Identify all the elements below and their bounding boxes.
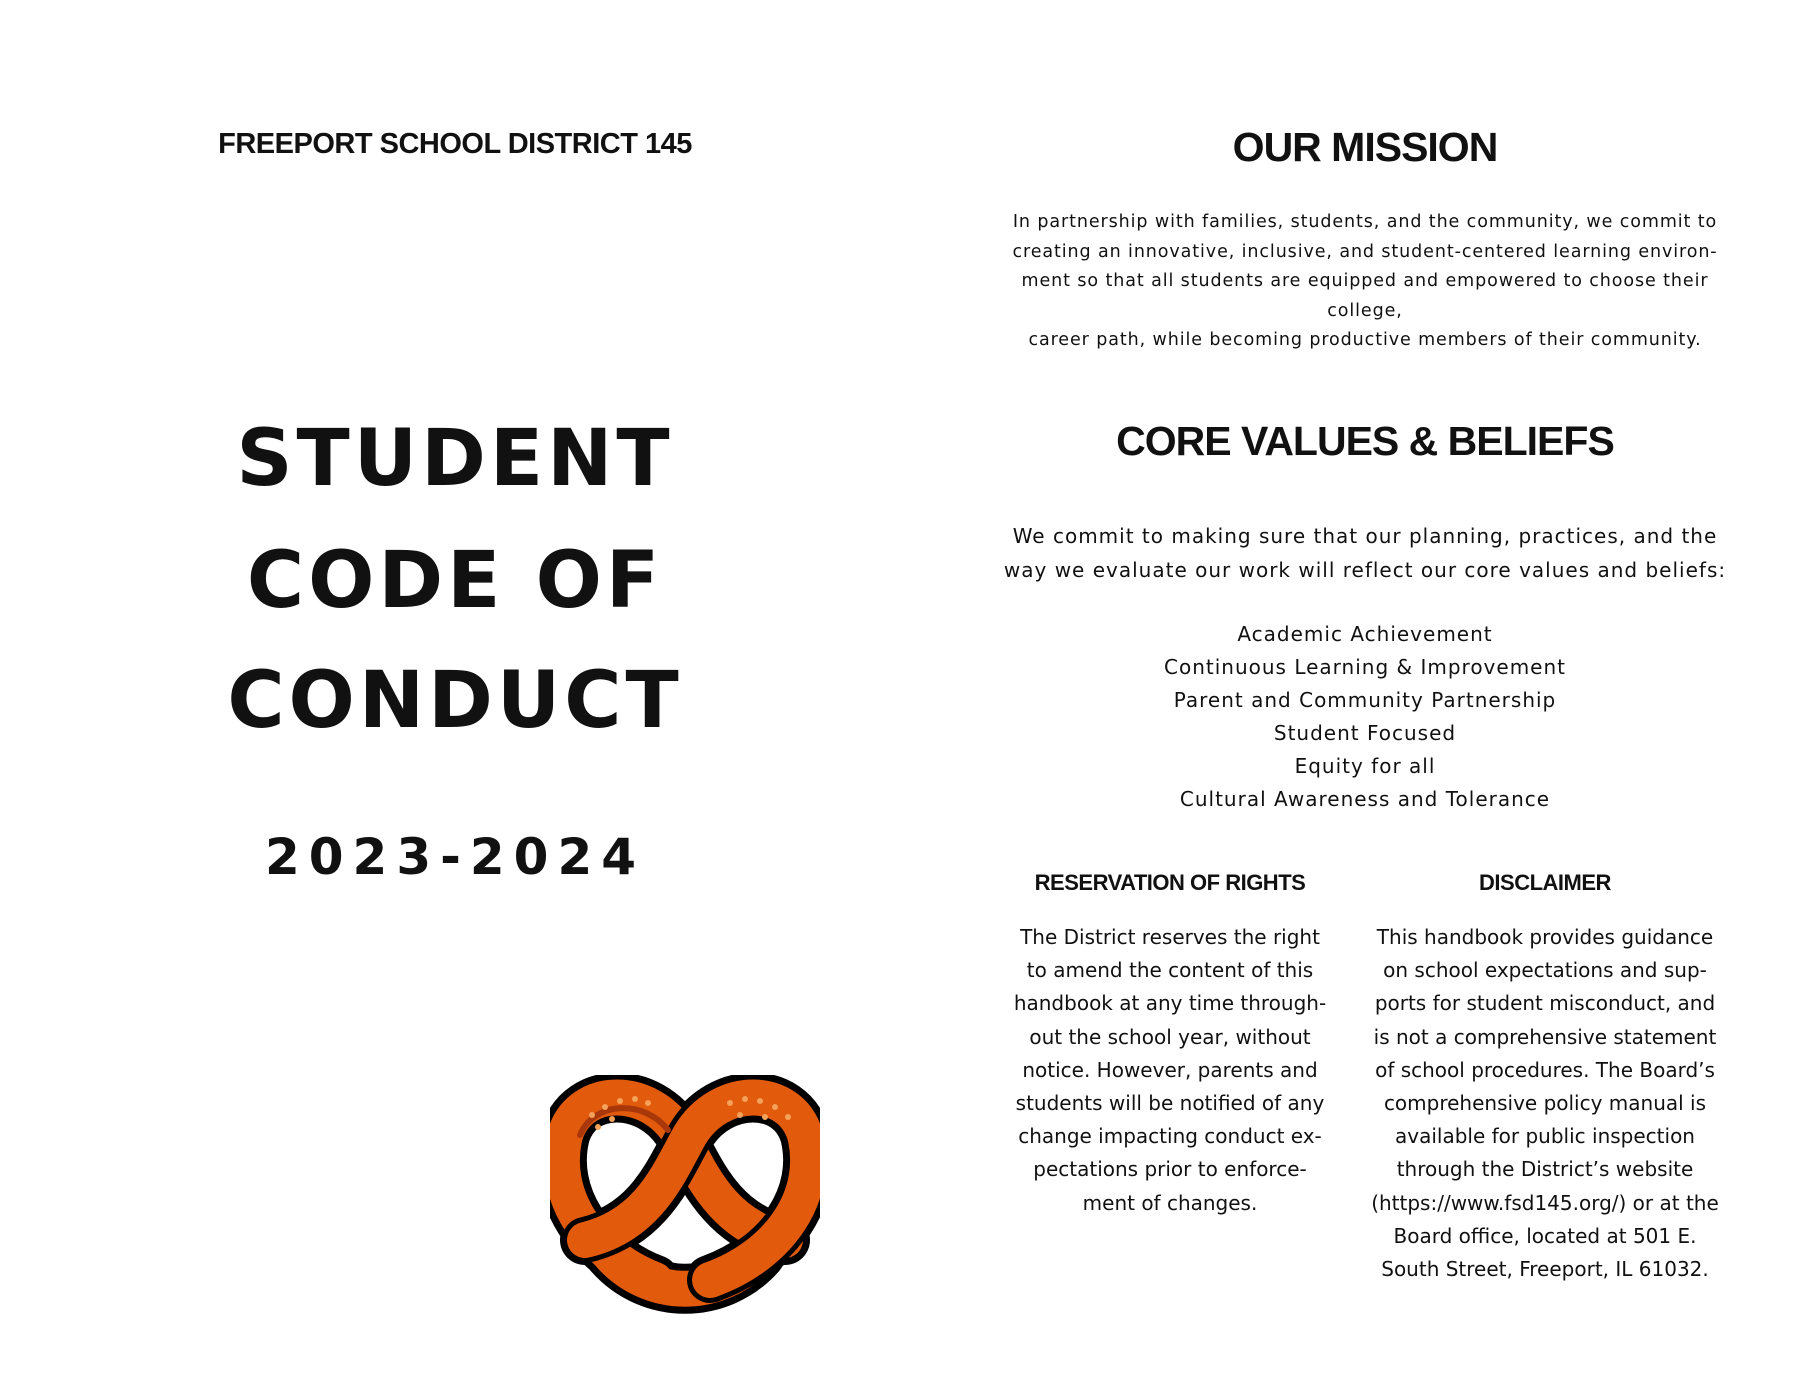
reservation-line: The District reserves the right	[1020, 925, 1320, 949]
core-values-list	[990, 618, 1740, 816]
disclaimer-heading: DISCLAIMER	[1479, 870, 1611, 895]
reservation-line: pectations prior to enforce-	[1033, 1157, 1307, 1182]
reservation-line: out the school year, without	[1029, 1024, 1311, 1049]
disclaimer-line: of school procedures. The Board’s	[1375, 1057, 1715, 1082]
reservation-line: change impacting conduct ex-	[1018, 1124, 1322, 1149]
disclaimer-line: (https://www.fsd145.org/) or at the	[1371, 1190, 1719, 1215]
reservation-line: handbook at any time through-	[1013, 991, 1327, 1016]
commit-text	[990, 520, 1740, 587]
mission-heading: OUR MISSION	[1232, 124, 1498, 170]
pretzel-logo-icon	[550, 1075, 820, 1315]
disclaimer-text	[1370, 921, 1720, 1286]
commit-line: We commit to making sure that our planning, practices, and the	[1012, 524, 1718, 548]
core-value-item: Equity for all	[1294, 754, 1436, 778]
title-line-3: CONDUCT	[227, 656, 683, 746]
mission-line: In partnership with families, students, and the community, we commit to	[1012, 212, 1718, 232]
core-values-heading: CORE VALUES & BELIEFS	[1116, 418, 1614, 464]
mission-line: ment so that all students are equipped and empowered to choose their	[1021, 271, 1709, 291]
disclaimer-line: available for public inspection	[1395, 1124, 1695, 1149]
school-year: 2023-2024	[264, 828, 646, 886]
reservation-line: notice. However, parents and	[1022, 1057, 1318, 1082]
core-value-item: Cultural Awareness and Tolerance	[1179, 787, 1551, 811]
disclaimer-line: South Street, Freeport, IL 61032.	[1381, 1257, 1709, 1282]
reservation-heading: RESERVATION OF RIGHTS	[1034, 870, 1306, 895]
core-value-item: Academic Achievement	[1237, 622, 1493, 646]
disclaimer-line: ports for student misconduct, and	[1374, 991, 1716, 1016]
disclaimer-line: Board office, located at 501 E.	[1393, 1223, 1697, 1248]
title-line-1: STUDENT	[236, 414, 674, 504]
reservation-text	[1010, 921, 1330, 1220]
mission-line: career path, while becoming productive members of their community.	[1028, 330, 1702, 350]
reservation-line: ment of changes.	[1082, 1190, 1258, 1215]
reservation-line: students will be notified of any	[1015, 1091, 1325, 1116]
mission-line: creating an innovative, inclusive, and student-centered learning environ-	[1012, 241, 1718, 262]
title-line-2: CODE OF	[246, 536, 664, 626]
district-name: FREEPORT SCHOOL DISTRICT 145	[218, 128, 692, 160]
core-value-item: Parent and Community Partnership	[1173, 688, 1557, 712]
mission-line: college,	[1327, 300, 1403, 321]
core-value-item: Student Focused	[1273, 721, 1457, 745]
commit-line: way we evaluate our work will reflect our core values and beliefs:	[1003, 557, 1727, 582]
disclaimer-line: comprehensive policy manual is	[1383, 1091, 1707, 1116]
reservation-line: to amend the content of this	[1026, 958, 1314, 983]
disclaimer-line: through the District’s website	[1396, 1157, 1694, 1182]
core-value-item: Continuous Learning & Improvement	[1164, 655, 1566, 679]
mission-text	[995, 208, 1735, 356]
disclaimer-line: on school expectations and sup-	[1383, 958, 1707, 983]
disclaimer-line: is not a comprehensive statement	[1373, 1024, 1717, 1049]
disclaimer-line: This handbook provides guidance	[1376, 925, 1714, 949]
